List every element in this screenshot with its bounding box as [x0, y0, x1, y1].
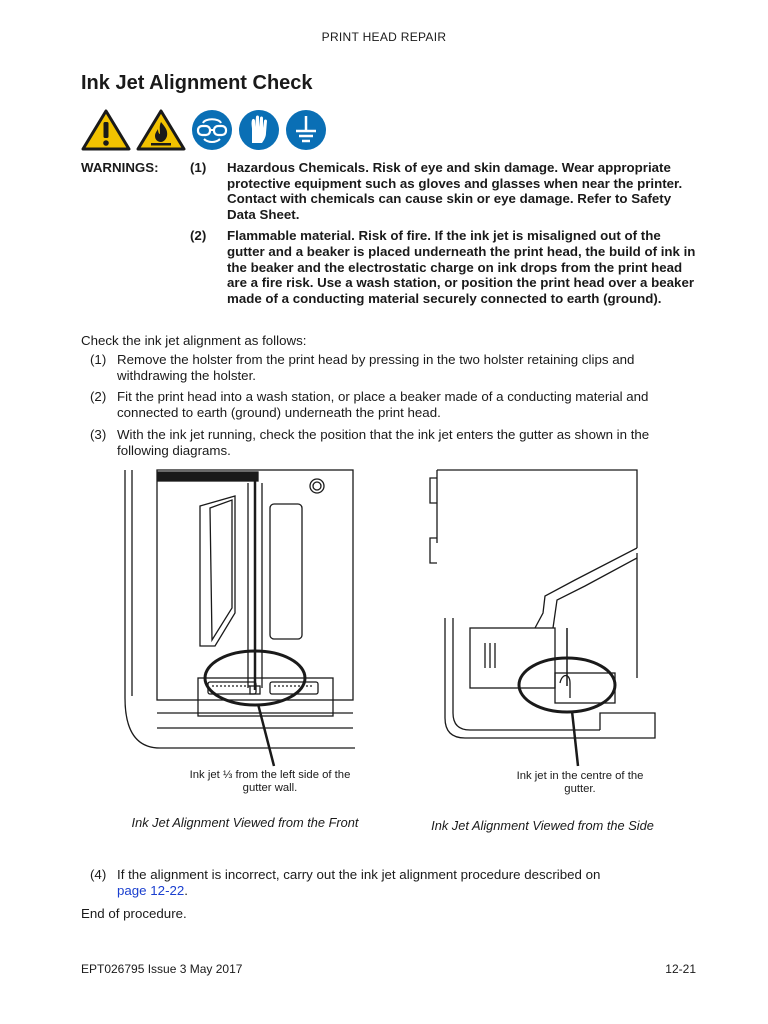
step-item: [81, 427, 701, 459]
safety-icons: [81, 108, 327, 152]
page-12-22-link[interactable]: page 12-22: [117, 883, 185, 898]
warning-item: [81, 228, 701, 306]
earth-ground-icon: [285, 109, 327, 151]
step-text: [117, 867, 701, 899]
warning-text: Hazardous Chemicals. Risk of eye and skin damage. Wear appropriate protective equipment such as gloves and glasses when near the printer. Contact with chemicals can cause skin or eye damage. Refer to Safety Data Sheet.: [227, 160, 683, 222]
side-caption: Ink Jet Alignment Viewed from the Side: [431, 818, 654, 833]
warning-number: (1): [190, 160, 207, 175]
side-callout: Ink jet in the centre of the gutter.: [516, 770, 644, 795]
step-item: [81, 352, 701, 384]
warning-item: [81, 160, 701, 222]
front-view-diagram: [120, 468, 360, 768]
step-number: (1): [90, 352, 107, 367]
gloves-icon: [238, 109, 280, 151]
intro-text: Check the ink jet alignment as follows:: [81, 333, 307, 348]
step-number: (4): [90, 867, 107, 882]
running-header: PRINT HEAD REPAIR: [321, 30, 447, 44]
footer-page-number: 12-21: [665, 962, 696, 976]
step-item: [81, 867, 701, 899]
warnings-label: WARNINGS:: [81, 160, 159, 175]
end-text: End of procedure.: [81, 906, 187, 921]
step-4-suffix: .: [184, 883, 188, 898]
step-item: [81, 389, 701, 421]
flammable-icon: [136, 109, 186, 151]
front-caption: Ink Jet Alignment Viewed from the Front: [131, 815, 359, 830]
footer-doc-id: EPT026795 Issue 3 May 2017: [81, 962, 243, 976]
step-text: Fit the print head into a wash station, or place a beaker made of a conducting material and connected to earth (ground) underneath the print head.: [117, 389, 649, 420]
eye-protection-icon: [191, 109, 233, 151]
step-4-text: If the alignment is incorrect, carry out the ink jet alignment procedure described on: [117, 867, 601, 882]
step-text: With the ink jet running, check the position that the ink jet enters the gutter as shown in the following diagrams.: [117, 427, 650, 458]
page-title: Ink Jet Alignment Check: [81, 72, 313, 94]
warning-number: (2): [190, 228, 207, 244]
step-number: (3): [90, 427, 107, 442]
warnings-block: [81, 160, 701, 312]
warning-icon: [81, 109, 131, 151]
front-callout: Ink jet ⅓ from the left side of the gutter wall.: [189, 769, 351, 794]
side-view-diagram: [425, 468, 660, 768]
warning-text: Flammable material. Risk of fire. If the ink jet is misaligned out of the gutter and a beaker is placed underneath the print head, the build of ink in the beaker and the electrostatic charge on ink drops from the print head are a fire risk. Use a wash station, or position the print head over a beaker made of a conducting material securely connected to earth (ground).: [227, 228, 696, 306]
step-text: Remove the holster from the print head by pressing in the two holster retaining clips and withdrawing the holster.: [117, 352, 635, 383]
step-number: (2): [90, 389, 107, 404]
